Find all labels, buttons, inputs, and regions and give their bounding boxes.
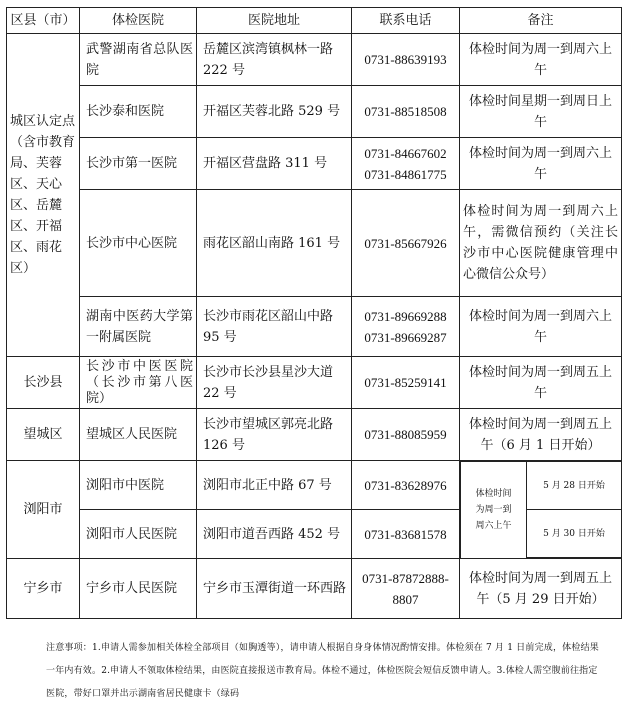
phone-number: 0731-88085959	[364, 427, 447, 442]
header-district: 区县（市）	[7, 8, 80, 34]
phone-number: 0731-88639193	[364, 52, 447, 67]
phone	[352, 34, 460, 86]
district-ningxiang: 宁乡市	[7, 559, 80, 619]
hospital-name: 长沙市中医医院（长沙市第八医院）	[80, 357, 197, 409]
hospital-name: 宁乡市人民医院	[80, 559, 197, 619]
phone-number: 0731-84667602	[364, 145, 447, 161]
phone-number: 0731-83681578	[364, 526, 447, 542]
phone-number: 0731-87872888-8807	[362, 570, 449, 607]
hospital-address: 宁乡市玉潭街道一环西路	[197, 559, 352, 619]
shared-note-line: 为周一到	[475, 504, 512, 515]
district-liuyang: 浏阳市	[7, 461, 80, 559]
phone-number: 0731-83628976	[364, 477, 447, 493]
note: 体检时间为周一到周六上午	[460, 297, 622, 357]
phone	[352, 357, 460, 409]
table-row	[7, 86, 622, 138]
district-urban: 城区认定点（含市教育局、芙蓉区、天心区、岳麓区、开福区、雨花区）	[7, 34, 80, 357]
table-row	[7, 297, 622, 357]
table-row	[7, 34, 622, 86]
start-date: 5 月 30 日开始	[527, 510, 622, 558]
table-row	[7, 559, 622, 619]
district-wangcheng: 望城区	[7, 409, 80, 461]
hospital-address: 长沙市长沙县星沙大道 22 号	[197, 357, 352, 409]
district-changsha-county: 长沙县	[7, 357, 80, 409]
hospital-name: 长沙市第一医院	[80, 138, 197, 190]
note: 体检时间为周一到周六上午	[460, 138, 622, 190]
phone	[352, 138, 460, 190]
hospital-table	[6, 7, 622, 619]
header-row	[7, 8, 622, 34]
phone-number: 0731-85667926	[364, 235, 447, 251]
shared-note-line: 周六上午	[475, 520, 512, 531]
table-row	[7, 357, 622, 409]
phone-number: 0731-88518508	[364, 104, 447, 119]
hospital-name: 武警湖南省总队医院	[80, 34, 197, 86]
note: 体检时间为周一到周五上午	[460, 357, 622, 409]
table-row	[7, 461, 622, 510]
note: 体检时间为周一到周六上午	[460, 34, 622, 86]
hospital-address: 开福区营盘路 311 号	[197, 138, 352, 190]
hospital-address: 长沙市望城区郭亮北路 126 号	[197, 409, 352, 461]
phone	[352, 461, 460, 510]
note: 体检时间为周一到周五上午（5 月 29 日开始）	[460, 559, 622, 619]
note: 体检时间为周一到周五上午（6 月 1 日开始）	[460, 409, 622, 461]
hospital-address: 浏阳市北正中路 67 号	[197, 461, 352, 510]
note: 体检时间为周一到周六上午，需微信预约（关注长沙市中心医院健康管理中心微信公众号）	[460, 190, 622, 297]
phone-number: 0731-89669287	[364, 329, 447, 345]
liuyang-note-row	[461, 462, 622, 510]
hospital-address: 岳麓区滨湾镇枫林一路 222 号	[197, 34, 352, 86]
hospital-name: 浏阳市人民医院	[80, 510, 197, 559]
phone	[352, 510, 460, 559]
shared-note-line: 体检时间	[475, 488, 512, 499]
hospital-address: 浏阳市道吾西路 452 号	[197, 510, 352, 559]
start-date: 5 月 28 日开始	[527, 462, 622, 510]
liuyang-note-grid	[460, 461, 621, 558]
phone	[352, 86, 460, 138]
header-address: 医院地址	[197, 8, 352, 34]
hospital-name: 长沙泰和医院	[80, 86, 197, 138]
table-row	[7, 138, 622, 190]
hospital-address: 雨花区韶山南路 161 号	[197, 190, 352, 297]
hospital-name: 长沙市中心医院	[80, 190, 197, 297]
table-row	[7, 409, 622, 461]
hospital-name: 湖南中医药大学第一附属医院	[80, 297, 197, 357]
table-row	[7, 190, 622, 297]
shared-note	[461, 462, 527, 558]
note-liuyang	[460, 461, 622, 559]
hospital-name: 望城区人民医院	[80, 409, 197, 461]
phone	[352, 190, 460, 297]
header-note: 备注	[460, 8, 622, 34]
phone	[352, 559, 460, 619]
phone	[352, 297, 460, 357]
header-phone: 联系电话	[352, 8, 460, 34]
note: 体检时间星期一到周日上午	[460, 86, 622, 138]
phone-number: 0731-89669288	[364, 308, 447, 324]
phone	[352, 409, 460, 461]
header-hospital: 体检医院	[80, 8, 197, 34]
phone-number: 0731-84861775	[364, 166, 447, 182]
hospital-name: 浏阳市中医院	[80, 461, 197, 510]
hospital-address: 长沙市雨花区韶山中路 95 号	[197, 297, 352, 357]
hospital-address: 开福区芙蓉北路 529 号	[197, 86, 352, 138]
notes-paragraph: 注意事项：1.申请人需参加相关体检全部项目（如胸透等），请申请人根据自身身体情况酌情安排。体检须在 7 月 1 日前完成，体检结果一年内有效。2.申请人不领取体检结果，由医院直接报送市教育局。体检不通过，体检医院会短信反馈申请人。3.体检人需空腹前往指定医院，带好口罩并出示湖南省居民健康卡（绿码	[46, 643, 599, 699]
phone-number: 0731-85259141	[364, 375, 447, 390]
